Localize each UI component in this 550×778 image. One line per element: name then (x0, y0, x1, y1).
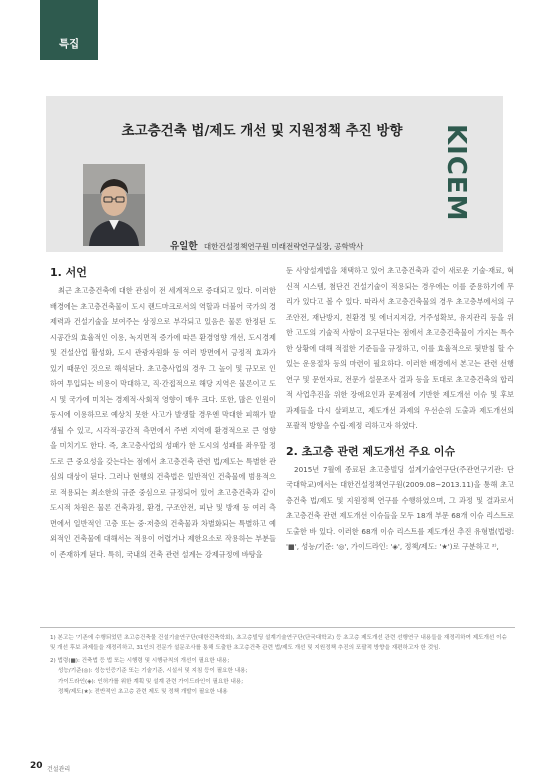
footnote-2-item: 정책/제도(★): 전반적인 초고층 관련 제도 및 정책 개발이 필요한 내용 (58, 689, 228, 696)
page-number: 20 (30, 761, 43, 771)
footnote-2: 2) 법령(■): 건축법 등 법 또는 시행령 및 시행규칙의 개선이 필요한 내용; (50, 657, 230, 664)
magazine-name: 건설관리 (47, 766, 71, 773)
section-1-body-continued: 둔 사양설계법을 채택하고 있어 초고층건축과 같이 새로운 기술·재료, 혁신적 시스템, 첨단건 건설기술이 적용되는 경우에는 이를 준용하기에 무리가 있다고 볼 수 있다. 따라서 초고층건축물의 경우 초고층부에서의 구조안전, 재난방지, 친환경 및 에너지저감, 거주성확보, 유지관리 등을 위한 고도의 기술적 사항이 요구된다는 점에서 초고층건축물이 가지는 특수한 상황에 대해 적절한 기준들을 규정하고, 이를 효율적으로 뒷받침 할 수 있는 운용절차 등의 마련이 필요하다. 이러한 배경에서 본고는 관련 선행연구 및 문헌자료, 전문가 설문조사 결과 등을 토대로 초고층건축의 합리적 사업추진을 위한 장애요인과 문제점에 기반한 제도개선 이슈 및 후보 과제들을 다시 살펴보고, 제도개선 과제의 우선순위 도출과 제도개선의 포괄적 방향을 수립·제정 리하고자 하였다. (286, 266, 514, 430)
article-title: 초고층건축 법/제도 개선 및 지원정책 추진 방향 (121, 123, 403, 139)
footnotes (50, 633, 512, 697)
section-2-body: 2015년 7월에 종료된 초고층빌딩 설계기술연구단(주관연구기관: 단국대학교)에서는 대한건설정책연구원(2009.08~2013.11)을 통해 초고층건축 법/제도 및 지원정책 연구를 수행하였으며, 그 과정 및 결과로서 초고층건축 관련 제도개선 이슈들을 모두 18개 부문 68개 이슈 리스트로 도출한 바 있다. 이러한 68개 이슈 리스트를 제도개선 추진 유형별(법령: '■', 성능/기준: '◎', 가이드라인: '◈', 정책/제도: '★')로 구분하고 ²⁾, (286, 464, 514, 551)
section-1-heading: 1. 서언 (50, 266, 87, 279)
footnote-1: 1) 본고는 '기존에 수행되었던 초고층건축물 건설기술연구단(대한건축학회), 초고층빌딩 설계기술연구단(단국대학교) 등 초고층 제도개선 관련 선행연구 내용들을 재정리하여 제도개선 이슈 및 개선 후보 과제들을 재정리하고, 31인의 전문가 설문조사를 통해 도출한 초고층건축 관련 법/제도 개선 및 지원정책 추진의 포괄적 방향을 재편하고자 한 것임. (50, 635, 507, 652)
left-column (50, 263, 276, 562)
kicem-logo: KICEM (441, 124, 471, 222)
section-tab (40, 0, 98, 60)
right-column (286, 263, 514, 555)
author-photo (83, 164, 145, 246)
author-line (170, 238, 363, 252)
section-2-heading: 2. 초고층 관련 제도개선 주요 이슈 (286, 444, 456, 458)
author-name: 유일한 (170, 241, 198, 252)
section-1-body: 최근 초고층건축에 대한 관심이 전 세계적으로 증대되고 있다. 이러한 배경에는 초고층건축물이 도시 랜드마크로서의 역할과 더불어 국가의 경제력과 건설기술을 보여주는 상징으로 부각되고 있음은 물론 한정된 도시공간의 효율적인 이용, 녹지면적 증가에 따른 환경영향 개선, 도시경제 및 건설산업 활성화, 도시 관광자원화 등 여러 방면에서 긍정적 효과가 있기 때문인 것으로 해석된다. 초고층사업의 경우 그 높이 및 규모로 인하여 투입되는 비용이 막대하고, 직·간접적으로 해당 지역은 물론이고 도시 및 국가에 미치는 경제적·사회적 영향이 매우 크다. 또한, 많은 인원이 동시에 이용하므로 예상치 못한 사고가 발생할 경우엔 막대한 피해가 발생될 수 있고, 시각적·공간적 측면에서 주변 지역에 환경적으로 큰 영향을 미치기도 한다. 즉, 초고층사업의 성패가 한 도시의 성패를 좌우할 정도로 큰 중요성을 갖는다는 점에서 초고층건축 관련 법/제도는 특별한 관심의 대상이 된다. 그러나 현행의 건축법은 일반적인 건축물에 범용적으로 적용되는 최소한의 규준 중심으로 규정되어 있어 초고층건축과 같이 도시적 차원은 물론 건축과정, 환경, 구조안전, 피난 및 방재 등 여러 측면에서 일반적인 고층 또는 중·저층의 건축물과 차별화되는 특별하고 예외적인 건축물에 대해서는 적용이 어렵거나 제한요소로 작용하는 부분들이 존재하게 된다. 특히, 국내의 건축 관련 설계는 강제규정에 바탕을 (50, 286, 276, 559)
footnote-2-item: 성능/기준(◎): 성능인증기준 또는 기술기준, 시설서 및 지침 등이 필요한 내용; (58, 668, 248, 675)
footnote-2-item: 가이드라인(◈): 인허가를 위한 계획 및 설계 관련 가이드라인이 필요한 내용; (58, 678, 244, 685)
section-tab-label: 특집 (58, 38, 80, 50)
author-affiliation: 대한건설정책연구원 미래전략연구실장, 공학박사 (203, 242, 364, 251)
footnote-divider (40, 627, 515, 628)
